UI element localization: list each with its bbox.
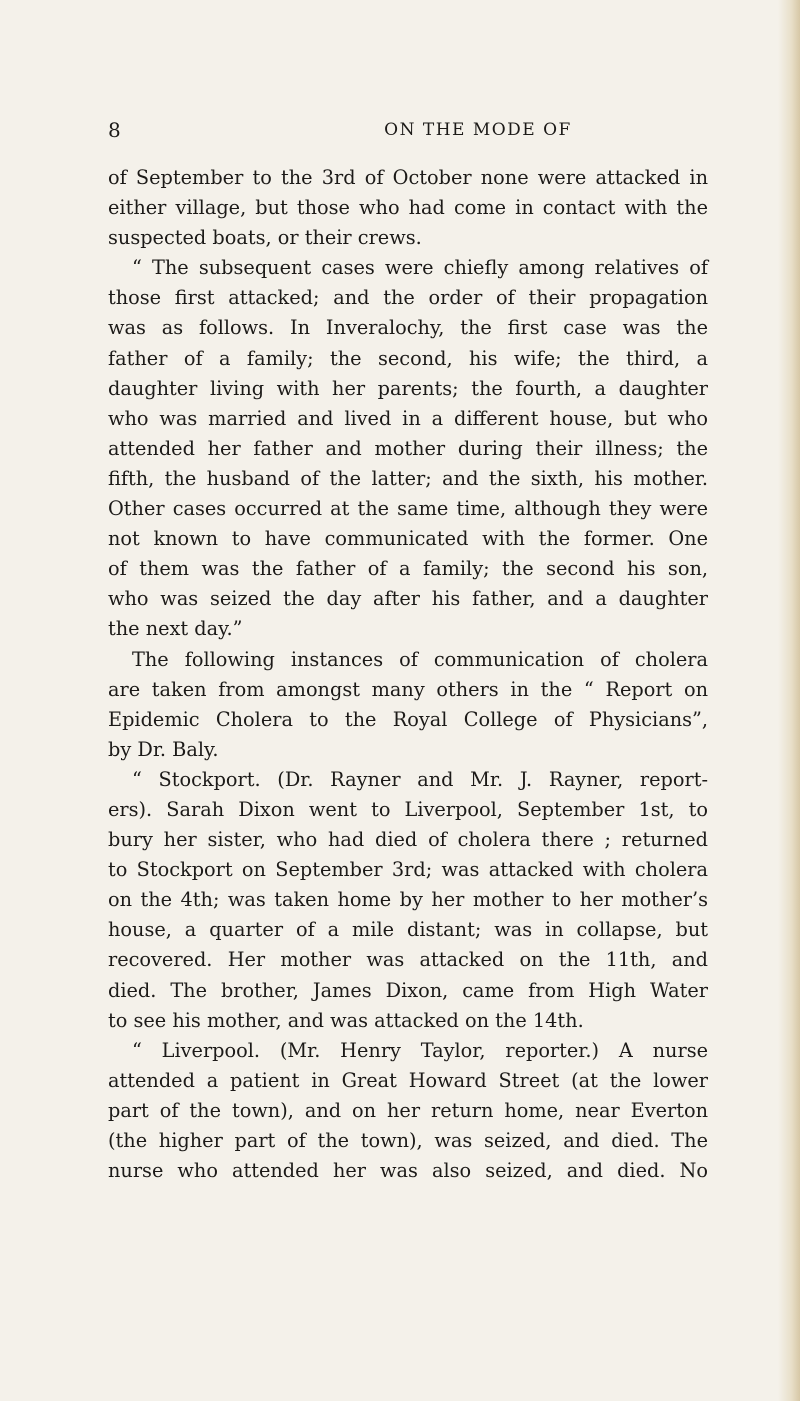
text-line: to see his mother, and was attacked on the 14th. [108,1008,584,1032]
text-line: Other cases occurred at the same time, although they were [108,497,708,521]
text-line: the next day.” [108,617,243,641]
text-line: recovered. Her mother was attacked on the 11th, and [108,948,708,972]
text-line: The following instances of communication of cholera [132,647,708,671]
text-line: “ The subsequent cases were chiefly among relatives of [132,256,708,280]
body-text [108,163,708,1186]
text-line: of September to the 3rd of October none were attacked in [108,166,708,189]
text-line: father of a family; the second, his wife; the third, a [108,346,708,370]
running-title: ON THE MODE OF [384,120,572,140]
text-line: are taken from amongst many others in the “ Report on [108,677,708,701]
text-line: ers). Sarah Dixon went to Liverpool, September 1st, to [108,797,708,821]
text-line: who was married and lived in a different house, but who [108,406,708,430]
text-line: house, a quarter of a mile distant; was in collapse, but [108,918,708,942]
page-number: 8 [108,118,122,142]
text-line: attended her father and mother during their illness; the [108,436,708,460]
text-line: “ Liverpool. (Mr. Henry Taylor, reporter.) A nurse [132,1038,708,1062]
page-header [108,118,708,150]
text-line: (the higher part of the town), was seized, and died. The [108,1129,708,1152]
text-line: suspected boats, or their crews. [108,226,422,250]
text-line: bury her sister, who had died of cholera there ; returned [108,828,708,852]
text-line: of them was the father of a family; the second his son, [108,557,708,581]
text-line: died. The brother, James Dixon, came from High Water [108,978,708,1002]
text-line: attended a patient in Great Howard Street (at the lower [108,1068,708,1092]
text-line: daughter living with her parents; the fourth, a daughter [108,376,708,400]
text-line: “ Stockport. (Dr. Rayner and Mr. J. Rayner, report- [132,767,708,791]
text-line: to Stockport on September 3rd; was attacked with cholera [108,858,708,882]
text-line: either village, but those who had come in contact with the [108,196,708,220]
text-line: not known to have communicated with the former. One [108,527,708,551]
text-line: on the 4th; was taken home by her mother to her mother’s [108,888,708,912]
text-line: nurse who attended her was also seized, and died. No [108,1159,708,1183]
text-line: part of the town), and on her return home, near Everton [108,1098,708,1122]
text-line: those first attacked; and the order of their propagation [108,286,708,310]
text-line: by Dr. Baly. [108,737,219,761]
text-line: Epidemic Cholera to the Royal College of Physicians”, [108,707,708,731]
page-edge-shadow [778,0,800,1401]
text-line: fifth, the husband of the latter; and the sixth, his mother. [108,466,708,490]
text-line: was as follows. In Inveralochy, the first case was the [108,316,708,340]
text-line: who was seized the day after his father, and a daughter [108,587,708,611]
